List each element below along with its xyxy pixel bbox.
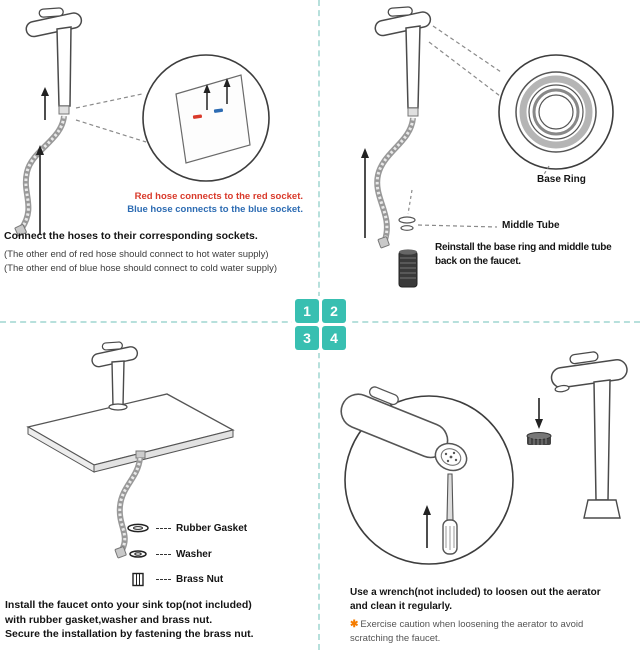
- step1-hot-water-note: (The other end of red hose should connect to hot water supply): [4, 249, 269, 260]
- step1-panel: [0, 0, 317, 322]
- legend-connector-dash: [156, 579, 171, 580]
- legend-rubber-gasket: [125, 520, 247, 536]
- step2-heading: [435, 241, 639, 269]
- legend-connector-dash: [156, 554, 171, 555]
- step3-heading-line3: Secure the installation by fastening the brass nut.: [5, 628, 254, 640]
- middle-tube-pointer-line: [418, 225, 497, 227]
- step2-panel: [317, 0, 640, 322]
- step1-illustration: [0, 0, 317, 290]
- aerator-part: [527, 433, 551, 446]
- step4-caution-note: [350, 618, 638, 646]
- legend-connector-dash: [156, 528, 171, 529]
- step2-heading-line2: back on the faucet.: [435, 256, 521, 267]
- magnifier-connector-lines: [429, 26, 501, 96]
- legend-label-brass-nut: Brass Nut: [176, 573, 224, 585]
- faucet-illustration: [549, 348, 629, 518]
- sink-top-illustration: [28, 394, 233, 472]
- step4-heading-line1: Use a wrench(not included) to loosen out the aerator: [350, 587, 601, 598]
- braided-hose-illustration: [115, 451, 145, 558]
- step1-heading: Connect the hoses to their corresponding sockets.: [4, 230, 258, 242]
- base-ring-part: [399, 190, 415, 230]
- step-badge-4: 4: [322, 326, 346, 350]
- step4-heading: [350, 586, 638, 614]
- middle-tube-label: Middle Tube: [502, 220, 560, 231]
- legend-label-washer: Washer: [176, 548, 212, 560]
- brass-nut-icon: [125, 572, 151, 587]
- step3-heading-line1: Install the faucet onto your sink top(not included): [5, 599, 252, 611]
- step4-heading-line2: and clean it regularly.: [350, 601, 453, 612]
- step1-blue-hose-caption: Blue hose connects to the blue socket.: [127, 204, 303, 215]
- caution-star-icon: ✱: [350, 619, 359, 630]
- down-arrow-icon: [535, 398, 543, 429]
- step2-heading-line1: Reinstall the base ring and middle tube: [435, 242, 612, 253]
- step1-cold-water-note: (The other end of blue hose should connect to cold water supply): [4, 263, 278, 274]
- step1-red-hose-caption: Red hose connects to the red socket.: [134, 191, 303, 202]
- legend-brass-nut: [125, 571, 223, 587]
- step-badge-1: 1: [295, 299, 319, 323]
- aerator-detail-inset: [336, 378, 513, 564]
- up-arrow-icon: [41, 87, 49, 120]
- step4-caution-line1: [350, 618, 638, 632]
- step4-panel: [317, 322, 640, 650]
- step-badge-2: 2: [322, 299, 346, 323]
- washer-icon: [125, 548, 151, 560]
- rubber-gasket-icon: [125, 522, 151, 534]
- base-ring-detail-inset: [499, 55, 613, 169]
- base-ring-label: Base Ring: [537, 174, 586, 185]
- middle-tube-part: [399, 249, 417, 287]
- step3-heading: [5, 598, 313, 642]
- magnifier-connector-lines: [76, 94, 146, 142]
- socket-detail-inset: [143, 55, 269, 181]
- step3-heading-line2: with rubber gasket,washer and brass nut.: [5, 613, 213, 626]
- faucet-illustration: [23, 1, 83, 114]
- legend-label-rubber-gasket: Rubber Gasket: [176, 522, 248, 534]
- step-badge-3: 3: [295, 326, 319, 350]
- step4-caution-line2: scratching the faucet.: [350, 633, 441, 644]
- faucet-illustration: [372, 0, 432, 116]
- step3-panel: [0, 322, 317, 650]
- faucet-illustration: [89, 336, 139, 410]
- step4-caution-text1: Exercise caution when loosening the aerator to avoid: [360, 619, 584, 630]
- legend-washer: [125, 546, 212, 562]
- up-arrow-icon: [361, 148, 369, 238]
- step-number-badges: [292, 296, 349, 353]
